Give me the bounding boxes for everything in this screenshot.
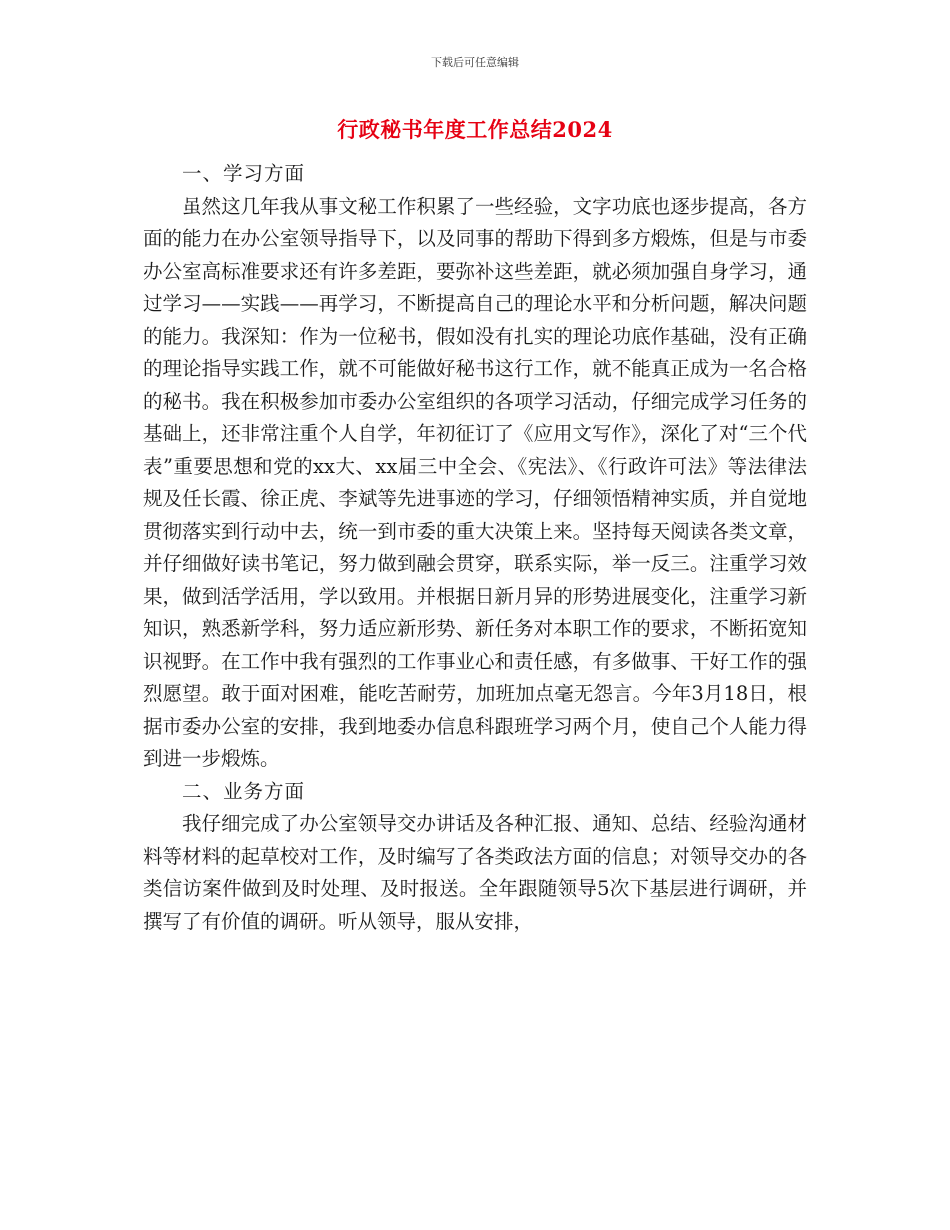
section-heading-business: 二、业务方面 [182, 779, 306, 803]
section-paragraph-study: 虽然这几年我从事文秘工作积累了一些经验，文字功底也逐步提高，各方面的能力在办公室领导指导下，以及同事的帮助下得到多方煅炼，但是与市委办公室高标准要求还有许多差距，要弥补这些差距，就必须加强自身学习，通过学习——实践——再学习，不断提高自己的理论水平和分析问题，解决问题的能力。我深知：作为一位秘书，假如没有扎实的理论功底作基础，没有正确的理论指导实践工作，就不可能做好秘书这行工作，就不能真正成为一名合格的秘书。我在积极参加市委办公室组织的各项学习活动，仔细完成学习任务的基础上，还非常注重个人自学，年初征订了《应用文写作》，深化了对“三个代表”重要思想和党的xx大、xx届三中全会、《宪法》、《行政许可法》等法律法规及任长霞、徐正虎、李斌等先进事迹的学习，仔细领悟精神实质，并自觉地贯彻落实到行动中去，统一到市委的重大决策上来。坚持每天阅读各类文章，并仔细做好读书笔记，努力做到融会贯穿，联系实际，举一反三。注重学习效果，做到活学活用，学以致用。并根据日新月异的形势进展变化，注重学习新知识，熟悉新学科，努力适应新形势、新任务对本职工作的要求，不断拓宽知识视野。在工作中我有强烈的工作事业心和责任感，有多做事、干好工作的强烈愿望。敢于面对困难，能吃苦耐劳，加班加点毫无怨言。今年3月18日，根据市委办公室的安排，我到地委办信息科跟班学习两个月，使自己个人能力得到进一步煅炼。 [143, 194, 807, 770]
header-note: 下载后可任意编辑 [431, 56, 519, 69]
section-heading-study: 一、学习方面 [182, 162, 306, 185]
document-title: 行政秘书年度工作总结2024 [337, 117, 613, 142]
document-body [143, 158, 807, 938]
section-paragraph-business: 我仔细完成了办公室领导交办讲话及各种汇报、通知、总结、经验沟通材料等材料的起草校对工作，及时编写了各类政法方面的信息；对领导交办的各类信访案件做到及时处理、及时报送。全年跟随领导5次下基层进行调研，并撰写了有价值的调研。听从领导，服从安排， [143, 812, 807, 933]
